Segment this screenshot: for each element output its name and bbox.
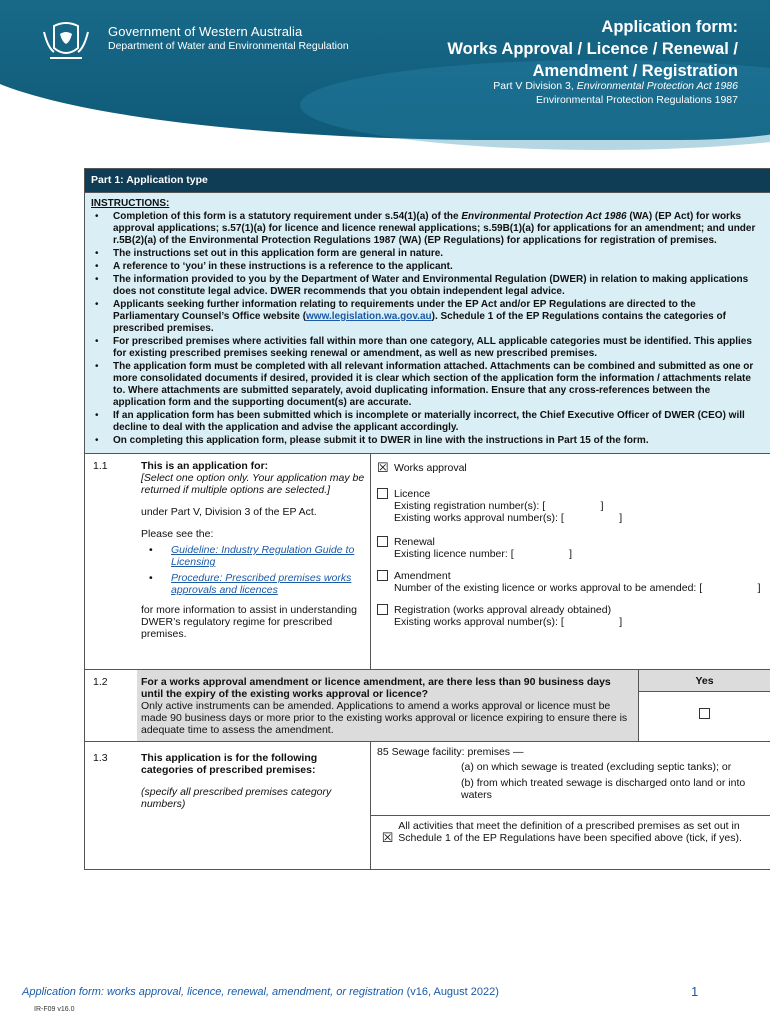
footer-version: (v16, August 2022) <box>403 986 499 998</box>
option-works-approval <box>377 462 764 474</box>
option-body <box>394 488 622 524</box>
part-heading: Part 1: Application type <box>85 169 770 193</box>
option-field[interactable]: Existing works approval number(s): [ ] <box>394 616 623 628</box>
renewal-checkbox[interactable] <box>377 536 388 547</box>
subtitle-line <box>493 79 738 93</box>
all-activities-checkbox[interactable]: ☒ <box>381 830 394 845</box>
question-label-cell <box>137 742 370 869</box>
question-note: Please see the: <box>141 528 214 540</box>
question-number: 1.3 <box>93 752 108 764</box>
page-header <box>0 0 770 160</box>
option-label: Renewal <box>394 536 435 548</box>
category-item: (a) on which sewage is treated (excluding septic tanks); or <box>461 761 732 773</box>
licence-checkbox[interactable] <box>377 488 388 499</box>
instruction-item: • The application form must be completed with all relevant information attached. Attachments can be combined and submitted as one or more consolidated documents if desired, provided it is clear which section of the application form the information / attachments relate to. Where attachments are submitted separately, avoid duplicating information. Ensure that any cross-references between the application form and the supporting document(s) are accurate. <box>91 361 764 409</box>
instruction-text: (WA) (EP Act) for works approval applications; s.57(1)(a) for licence and licence renewal applications; s.59B(1)(a) for applications for an amendment; and under r.5B(2)(a) of the Environmental Protection Regulations 1987 (WA) (EP Regulations) for applications for registration of premises. <box>113 211 756 246</box>
title-line: Works Approval / Licence / Renewal / <box>447 40 738 58</box>
instructions-list <box>91 211 764 447</box>
guide-list <box>141 544 366 596</box>
instruction-item: • The information provided to you by the Department of Water and Environmental Regulation (DWER) in relation to making applications does not constitute legal advice. DWER recommends that you obtain independent legal advice. <box>91 274 764 298</box>
footer-title-text: Application form: works approval, licence, renewal, amendment, or registration <box>22 986 404 998</box>
question-hint: [Select one option only. Your application may be returned if multiple options are selected.] <box>141 472 365 496</box>
instruction-item: • A reference to ‘you’ in these instructions is a reference to the applicant. <box>91 261 764 273</box>
option-field[interactable]: Existing licence number: [ ] <box>394 548 572 560</box>
legislation-link[interactable]: www.legislation.wa.gov.au <box>306 311 432 322</box>
instruction-item: • On completing this application form, please submit it to DWER in line with the instructions in Part 15 of the form. <box>91 435 764 447</box>
question-note: for more information to assist in understanding DWER’s regulatory regime for prescribed premises. <box>141 604 357 640</box>
option-label: Amendment <box>394 570 451 582</box>
option-renewal <box>377 536 764 560</box>
option-body <box>394 570 761 594</box>
instruction-text: Applicants seeking further information relating to requirements under the EP Act and/or EP Regulations are directed to the Parliamentary Counsel’s Office website ( <box>113 299 696 322</box>
option-label: Works approval <box>394 462 467 474</box>
yes-checkbox[interactable] <box>699 708 710 719</box>
all-activities-text: All activities that meet the definition of a prescribed premises as set out in Schedule 1 of the EP Regulations have been specified above (tick, if yes). <box>398 820 742 844</box>
act-name: Environmental Protection Act 1986 <box>576 80 738 92</box>
category-title: 85 Sewage facility: premises — <box>377 746 524 758</box>
form-code: IR-F09 v16.0 <box>34 1006 75 1013</box>
question-1-3 <box>85 742 770 870</box>
list-item <box>141 544 366 568</box>
gov-name: Government of Western Australia <box>108 24 303 39</box>
question-text: For a works approval amendment or licence amendment, are there less than 90 business days until the expiry of the existing works approval or licence? <box>141 676 611 700</box>
option-field[interactable]: Existing works approval number(s): [ ] <box>394 512 623 524</box>
options-cell <box>370 454 770 669</box>
yes-cell <box>638 670 770 741</box>
question-note: Only active instruments can be amended. Applications to amend a works approval or licence must be made 90 business days or more prior to the existing works approval or licence expiring to ensure there is adequate time to assess the amendment. <box>141 700 628 736</box>
question-label: This is an application for: <box>141 460 269 472</box>
option-licence <box>377 488 764 524</box>
question-1-2 <box>85 670 770 742</box>
works-approval-checkbox[interactable]: ☒ <box>377 460 389 475</box>
option-amendment <box>377 570 764 594</box>
option-body <box>394 536 572 560</box>
question-note: under Part V, Division 3 of the EP Act. <box>141 506 317 518</box>
yes-header: Yes <box>639 670 770 692</box>
question-1-1 <box>85 454 770 670</box>
application-form <box>84 168 770 870</box>
page-number: 1 <box>691 984 699 999</box>
instructions-heading: INSTRUCTIONS: <box>91 198 170 209</box>
instruction-text: Completion of this form is a statutory requirement under s.54(1)(a) of the <box>113 211 462 222</box>
instruction-text: ). Schedule 1 of the EP Regulations contains the categories of prescribed premises. <box>113 311 726 334</box>
instruction-item: • If an application form has been submitted which is incomplete or materially incorrect, the Chief Executive Officer of DWER (CEO) will decline to deal with the application and advise the applicant accordingly. <box>91 410 764 434</box>
coat-of-arms-icon <box>40 18 92 66</box>
option-label: Licence <box>394 488 431 500</box>
act-name: Environmental Protection Act 1986 <box>461 211 627 222</box>
category-item: (b) from which treated sewage is discharged onto land or into waters <box>461 777 746 801</box>
question-label-cell <box>137 454 370 669</box>
categories-cell <box>370 742 770 869</box>
option-body <box>394 604 622 628</box>
subtitle-line: Environmental Protection Regulations 1987 <box>536 94 738 106</box>
footer-title <box>22 986 499 998</box>
category-input[interactable] <box>371 742 770 816</box>
option-field[interactable]: Number of the existing licence or works approval to be amended: [ ] <box>394 582 761 594</box>
page-subtitle <box>493 79 738 107</box>
title-line: Amendment / Registration <box>532 62 738 80</box>
question-hint: (specify all prescribed premises category numbers) <box>141 786 332 810</box>
list-item <box>141 572 366 596</box>
option-label: Registration (works approval already obtained) <box>394 604 612 616</box>
instruction-item: • For prescribed premises where activities fall within more than one category, ALL applicable categories must be identified. This applies for existing prescribed premises seeking renewal or amendment, as well as new prescribed premises. <box>91 336 764 360</box>
question-number: 1.2 <box>93 676 108 688</box>
title-line: Application form: <box>601 18 738 36</box>
question-number: 1.1 <box>93 460 108 472</box>
instruction-item <box>91 211 764 247</box>
yes-checkbox-cell <box>639 692 770 719</box>
procedure-link[interactable]: Procedure: Prescribed premises works approvals and licences <box>171 572 352 596</box>
option-registration <box>377 604 764 628</box>
page-title <box>447 16 738 82</box>
amendment-checkbox[interactable] <box>377 570 388 581</box>
question-label: This application is for the following categories of prescribed premises: <box>141 752 318 776</box>
dept-name: Department of Water and Environmental Regulation <box>108 40 349 52</box>
registration-checkbox[interactable] <box>377 604 388 615</box>
instruction-item: • The instructions set out in this application form are general in nature. <box>91 248 764 260</box>
guideline-link[interactable]: Guideline: Industry Regulation Guide to Licensing <box>171 544 355 568</box>
instruction-item <box>91 299 764 335</box>
option-field[interactable]: Existing registration number(s): [ ] <box>394 500 604 512</box>
question-cell <box>137 670 638 741</box>
all-activities-row <box>371 816 770 848</box>
instructions-box <box>85 193 770 454</box>
subtitle-text: Part V Division 3, <box>493 80 577 92</box>
